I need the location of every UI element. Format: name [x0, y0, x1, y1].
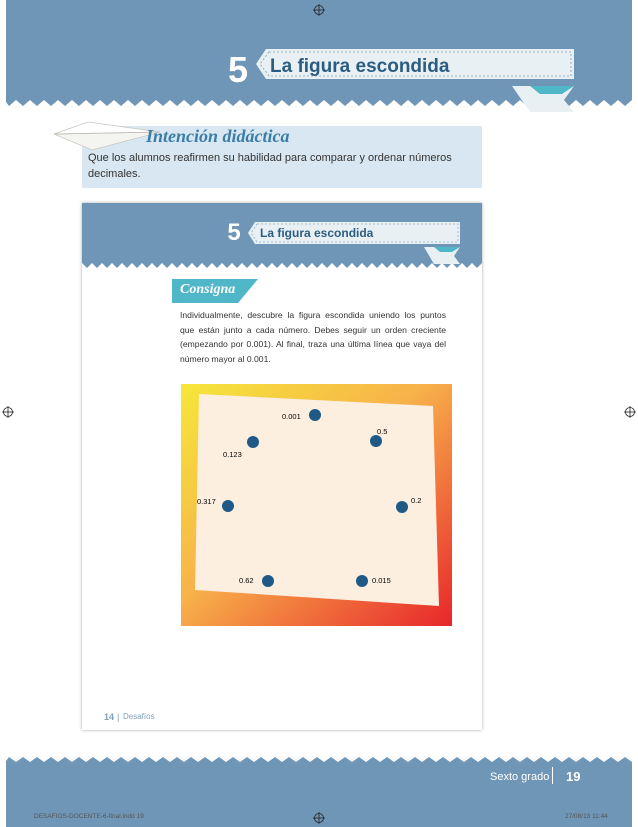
dot-puzzle — [181, 384, 452, 626]
title-ribbon-tail — [512, 82, 580, 120]
point-dot[interactable] — [396, 501, 408, 513]
point-label: 0.123 — [223, 450, 242, 459]
footer-separator — [552, 767, 553, 784]
point-label: 0.5 — [377, 427, 388, 436]
puzzle-paper — [195, 394, 439, 606]
grade-label: Sexto grado — [490, 771, 550, 783]
registration-mark-icon — [2, 406, 14, 418]
point-label: 0.2 — [411, 496, 422, 505]
point-dot[interactable] — [262, 575, 274, 587]
inner-zigzag-edge — [82, 260, 482, 270]
point-dot[interactable] — [222, 500, 234, 512]
point-label: 0.317 — [197, 497, 216, 506]
point-label: 0.001 — [282, 412, 301, 421]
point-label: 0.015 — [372, 576, 391, 585]
consigna-label: Consigna — [180, 282, 236, 297]
registration-mark-icon — [313, 812, 325, 824]
print-date-time: 27/08/13 11:44 — [565, 813, 608, 820]
lesson-number: 5 — [227, 49, 249, 90]
point-dot[interactable] — [356, 575, 368, 587]
point-dot[interactable] — [370, 435, 382, 447]
intention-text: Que los alumnos reafirmen su habilidad para comparar y ordenar números decimales. — [88, 152, 452, 180]
print-file-name: DESAFIOS-DOCENTE-6-final.indd 19 — [34, 813, 144, 820]
inner-page-label: Desafíos — [123, 712, 155, 721]
inner-lesson-number: 5 — [227, 219, 241, 246]
inner-page-separator: | — [117, 712, 120, 722]
inner-page-number: 14 — [104, 712, 115, 722]
point-dot[interactable] — [247, 436, 259, 448]
inner-lesson-title: La figura escondida — [260, 226, 374, 240]
point-label: 0.62 — [239, 576, 254, 585]
page-number: 19 — [566, 769, 581, 784]
registration-mark-icon — [313, 4, 325, 16]
inner-ribbon-tail — [424, 244, 464, 272]
point-dot[interactable] — [309, 409, 321, 421]
instructions-text: Individualmente, descubre la figura escondida uniendo los puntos que están junto a cada número. Debes seguir un orden creciente (empezando por 0.001). Al final, traza una última línea que vaya del número mayor al 0.001. — [180, 310, 446, 364]
intention-title: Intención didáctica — [146, 126, 290, 146]
lesson-title: La figura escondida — [270, 56, 450, 77]
registration-mark-icon — [624, 406, 636, 418]
